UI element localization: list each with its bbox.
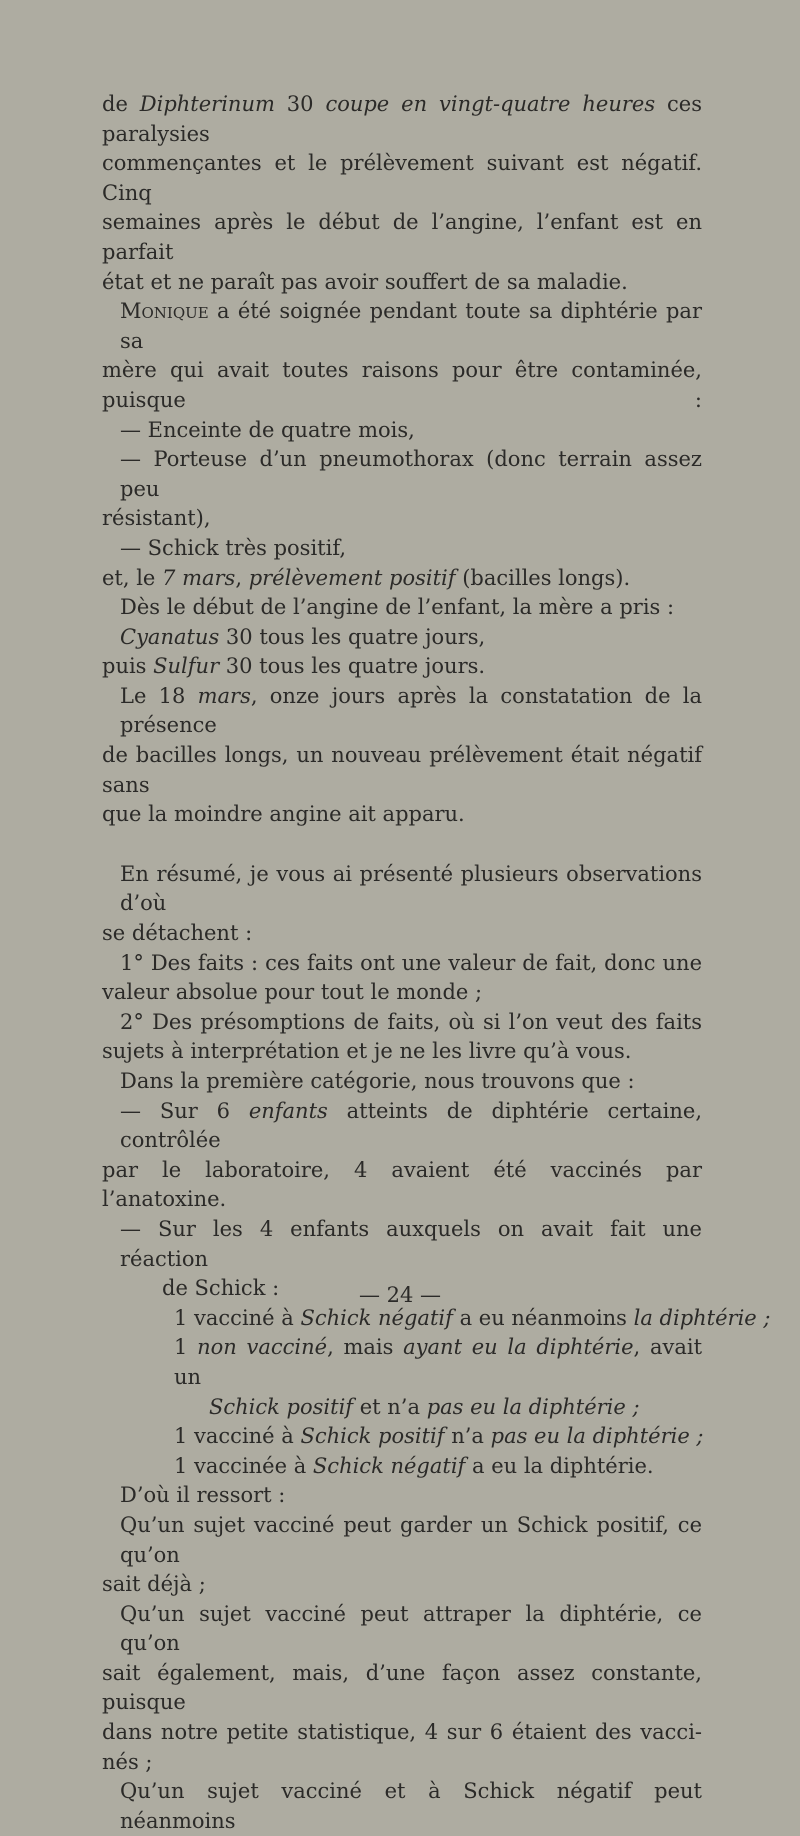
body-text	[102, 90, 771, 1836]
text-line: que la moindre angine ait apparu.	[102, 802, 465, 827]
text-line: 2° Des présomptions de faits, où si l’on veut des faits	[120, 1009, 702, 1034]
text-line: — Schick très positif,	[120, 535, 347, 560]
text-line: Qu’un sujet vacciné et à Schick négatif peut néanmoins	[120, 1779, 702, 1833]
text-line: Dès le début de l’angine de l’enfant, la mère a pris :	[120, 595, 675, 620]
text-line: par le laboratoire, 4 avaient été vaccinés par l’anatoxine.	[102, 1157, 702, 1212]
text-line: 1 vaccinée à Schick négatif a eu la diphtérie.	[174, 1453, 654, 1478]
text-line: D’où il ressort :	[120, 1483, 286, 1508]
text-line: Qu’un sujet vacciné peut garder un Schick positif, ce qu’on	[120, 1512, 702, 1567]
text-line: état et ne paraît pas avoir souffert de sa maladie.	[102, 269, 628, 294]
text-line: En résumé, je vous ai présenté plusieurs observations d’où	[120, 861, 702, 916]
text-line: Schick positif et n’a pas eu la diphtérie ;	[209, 1394, 640, 1419]
text-line: — Sur les 4 enfants auxquels on avait fait une réaction	[120, 1216, 702, 1271]
text-line: nés ;	[102, 1749, 153, 1774]
text-line: sait déjà ;	[102, 1572, 206, 1597]
text-line: mère qui avait toutes raisons pour être contaminée, puisque :	[102, 358, 702, 412]
text-line: — Porteuse d’un pneumothorax (donc terrain assez peu	[120, 447, 702, 501]
text-line: de Schick :	[162, 1276, 280, 1301]
paragraph-gap	[102, 830, 702, 860]
text-line: résistant),	[102, 506, 211, 531]
person-name: Monique	[120, 299, 209, 324]
text-line: valeur absolue pour tout le monde ;	[102, 980, 483, 1005]
text-line: puis Sulfur 30 tous les quatre jours.	[102, 654, 486, 679]
text-line: Monique a été soignée pendant toute sa diphtérie par sa	[120, 299, 702, 353]
text-line: sujets à interprétation et je ne les livre qu’à vous.	[102, 1039, 632, 1064]
text-line: Cyanatus 30 tous les quatre jours,	[120, 624, 486, 649]
text-line: — Sur 6 enfants atteints de diphtérie certaine, contrôlée	[120, 1098, 702, 1153]
text-line: 1° Des faits : ces faits ont une valeur de fait, donc une	[120, 950, 702, 975]
text-line: dans notre petite statistique, 4 sur 6 étaient des vacci-	[102, 1720, 702, 1745]
text-line: de bacilles longs, un nouveau prélèvement était négatif sans	[102, 743, 702, 797]
text-line: se détachent :	[102, 921, 253, 946]
text-line: 1 vacciné à Schick positif n’a pas eu la diphtérie ;	[174, 1424, 704, 1449]
text-line: Le 18 mars, onze jours après la constatation de la présence	[120, 683, 702, 738]
text-line: 1 vacciné à Schick négatif a eu néanmoins la diphtérie ;	[174, 1305, 771, 1330]
text-line: et, le 7 mars, prélèvement positif (bacilles longs).	[102, 565, 631, 590]
text-line: 1 non vacciné, mais ayant eu la diphtérie, avait un	[174, 1335, 703, 1389]
text-line: commençantes et le prélèvement suivant est négatif. Cinq	[102, 151, 702, 205]
text-line: sait également, mais, d’une façon assez constante, puisque	[102, 1660, 702, 1715]
text-line: semaines après le début de l’angine, l’enfant est en parfait	[102, 210, 702, 264]
text-line: Qu’un sujet vacciné peut attraper la diphtérie, ce qu’on	[120, 1601, 702, 1656]
text-line: de Diphterinum 30 coupe en vingt-quatre heures ces paralysies	[102, 92, 702, 146]
text-line: — Enceinte de quatre mois,	[120, 417, 415, 442]
text-line: Dans la première catégorie, nous trouvons que :	[120, 1069, 635, 1093]
page-number: — 24 —	[358, 1283, 442, 1307]
